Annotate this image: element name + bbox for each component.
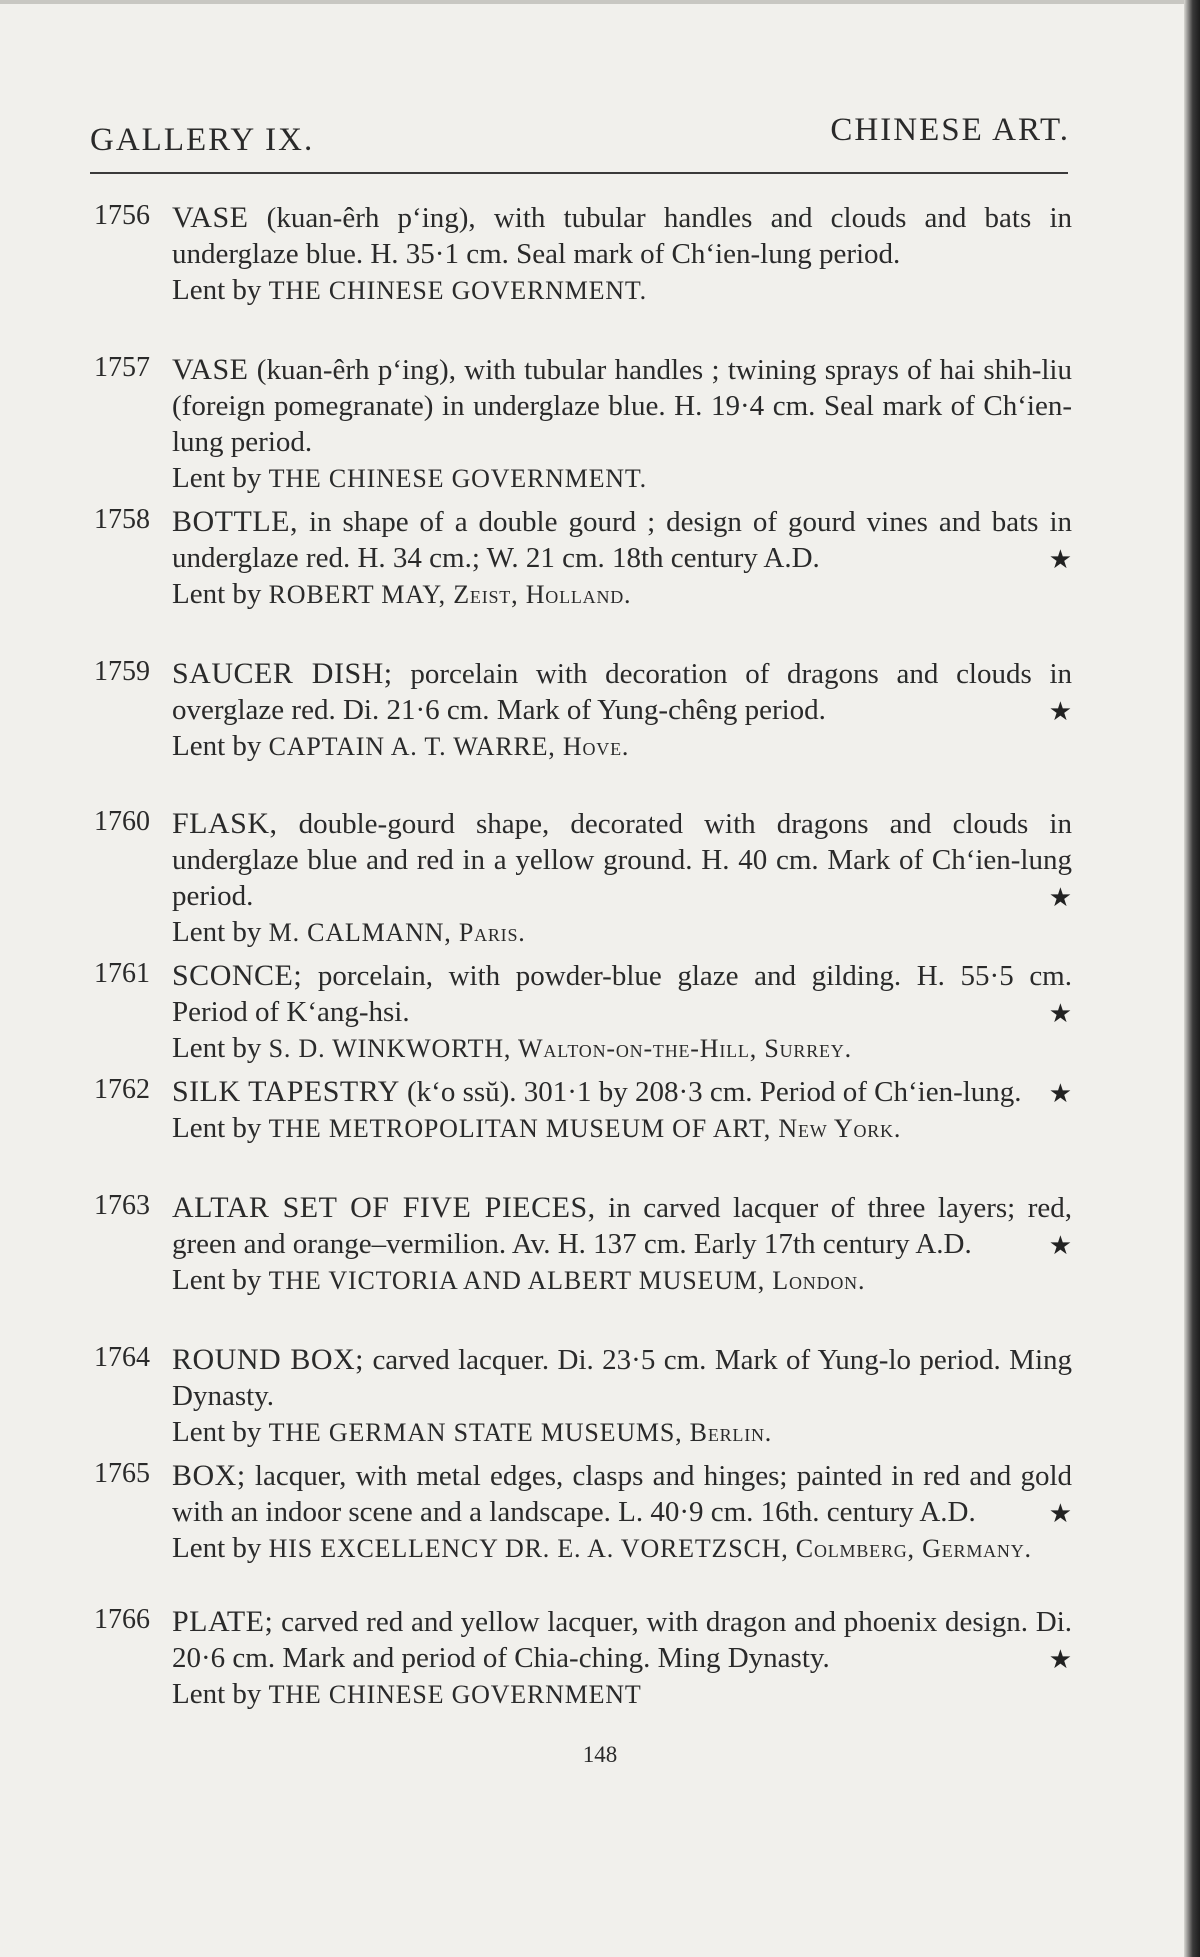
- entry-lender-line: [172, 1262, 1072, 1299]
- entry-lender-line: [172, 1030, 1072, 1067]
- lent-by-label: Lent by: [172, 578, 262, 610]
- star-icon: ★: [1048, 697, 1072, 726]
- entry-lender-line: [172, 576, 1072, 613]
- catalogue-entry-1759: [94, 656, 1072, 765]
- page-top-edge: [0, 0, 1184, 4]
- catalogue-entry-1756: [94, 200, 1072, 309]
- entry-title: ROUND BOX;: [172, 1343, 365, 1376]
- entry-lender-line: [172, 272, 1072, 309]
- lent-by-label: Lent by: [172, 1532, 262, 1564]
- catalogue-entry-1766: [94, 1604, 1072, 1713]
- entry-description: double-gourd shape, decorated with dragons and clouds in underglaze blue and red in a yellow ground. H. 40 cm. Mark of Ch‘ien-lung period.: [172, 808, 1072, 912]
- lent-by-label: Lent by: [172, 916, 262, 948]
- entry-lender-line: [172, 1110, 1072, 1147]
- entry-lender-line: [172, 1676, 1072, 1713]
- entry-title: BOX;: [172, 1459, 246, 1492]
- entry-number: 1763: [94, 1190, 150, 1221]
- page-number: 148: [582, 1742, 618, 1767]
- entry-description: (kuan-êrh p‘ing), with tubular handles and clouds and bats in underglaze blue. H. 35·1 cm. Seal mark of Ch‘ien-lung period.: [172, 202, 1072, 270]
- entry-lender-line: [172, 460, 1072, 497]
- entry-lender-line: [172, 728, 1072, 765]
- catalogue-entry-1758: [94, 504, 1072, 613]
- lent-by-label: Lent by: [172, 1678, 262, 1710]
- entry-title: VASE: [172, 353, 249, 386]
- entry-lender: M. CALMANN, Paris.: [268, 918, 526, 947]
- entry-title: SAUCER DISH;: [172, 657, 393, 690]
- entry-number: 1757: [94, 352, 150, 383]
- entry-description: in shape of a double gourd ; design of gourd vines and bats in underglaze red. H. 34 cm.; W. 21 cm. 18th century A.D.: [172, 506, 1072, 574]
- entry-lender: THE GERMAN STATE MUSEUMS, Berlin.: [268, 1418, 773, 1447]
- star-icon: ★: [1048, 545, 1072, 574]
- entry-description: porcelain, with powder-blue glaze and gilding. H. 55·5 cm. Period of K‘ang-hsi.: [172, 960, 1072, 1028]
- entry-number: 1759: [94, 656, 150, 687]
- star-icon: ★: [1048, 1645, 1072, 1674]
- entry-lender: THE CHINESE GOVERNMENT.: [268, 276, 647, 305]
- lent-by-label: Lent by: [172, 274, 262, 306]
- star-icon: ★: [1048, 1231, 1072, 1260]
- gallery-title: GALLERY IX.: [90, 122, 315, 158]
- entry-title: VASE: [172, 201, 249, 234]
- entry-number: 1756: [94, 200, 150, 231]
- star-icon: ★: [1048, 883, 1072, 912]
- entry-lender: CAPTAIN A. T. WARRE, Hove.: [268, 732, 630, 761]
- entry-number: 1764: [94, 1342, 150, 1373]
- lent-by-label: Lent by: [172, 1264, 262, 1296]
- star-icon: ★: [1048, 1079, 1072, 1108]
- entry-lender: S. D. WINKWORTH, Walton-on-the-Hill, Surrey.: [268, 1034, 852, 1063]
- entry-title: SCONCE;: [172, 959, 303, 992]
- entry-description: (kuan-êrh p‘ing), with tubular handles ; twining sprays of hai shih-liu (foreign pomegranate) in underglaze blue. H. 19·4 cm. Seal mark of Ch‘ien-lung period.: [172, 354, 1072, 458]
- entry-number: 1761: [94, 958, 150, 989]
- catalogue-entry-1760: [94, 806, 1072, 951]
- entry-title: BOTTLE,: [172, 505, 298, 538]
- catalogue-entry-1763: [94, 1190, 1072, 1299]
- lent-by-label: Lent by: [172, 462, 262, 494]
- entry-number: 1765: [94, 1458, 150, 1489]
- entry-description: carved lacquer. Di. 23·5 cm. Mark of Yung-lo period. Ming Dynasty.: [172, 1344, 1072, 1412]
- entry-number: 1758: [94, 504, 150, 535]
- catalogue-entry-1765: [94, 1458, 1072, 1567]
- catalogue-entry-1761: [94, 958, 1072, 1067]
- entry-lender: THE VICTORIA AND ALBERT MUSEUM, London.: [268, 1266, 866, 1295]
- lent-by-label: Lent by: [172, 1032, 262, 1064]
- entry-title: PLATE;: [172, 1605, 274, 1638]
- entry-number: 1760: [94, 806, 150, 837]
- entry-description: lacquer, with metal edges, clasps and hinges; painted in red and gold with an indoor scene and a landscape. L. 40·9 cm. 16th. century A.D.: [172, 1460, 1072, 1528]
- entry-lender: HIS EXCELLENCY DR. E. A. VORETZSCH, Colmberg, Germany.: [268, 1534, 1032, 1563]
- entry-title: FLASK,: [172, 807, 278, 840]
- page-binding-edge: [1184, 0, 1200, 1957]
- star-icon: ★: [1048, 999, 1072, 1028]
- catalogue-entry-1762: [94, 1074, 1072, 1147]
- star-icon: ★: [1048, 1499, 1072, 1528]
- entry-lender-line: [172, 914, 1072, 951]
- entry-lender: THE METROPOLITAN MUSEUM OF ART, New York.: [268, 1114, 902, 1143]
- entry-number: 1762: [94, 1074, 150, 1105]
- entry-lender-line: [172, 1414, 1072, 1451]
- entry-lender: THE CHINESE GOVERNMENT: [268, 1680, 642, 1709]
- entry-description: in carved lacquer of three layers; red, green and orange–vermilion. Av. H. 137 cm. Early 17th century A.D.: [172, 1192, 1072, 1260]
- entry-description: porcelain with decoration of dragons and clouds in overglaze red. Di. 21·6 cm. Mark of Yung-chêng period.: [172, 658, 1073, 726]
- entry-title: ALTAR SET OF FIVE PIECES,: [172, 1191, 596, 1224]
- entry-title: SILK TAPESTRY: [172, 1075, 400, 1108]
- entry-description: (k‘o ssŭ). 301·1 by 208·3 cm. Period of Ch‘ien-lung.: [407, 1076, 1022, 1108]
- catalogue-entry-1764: [94, 1342, 1072, 1451]
- entry-lender: ROBERT MAY, Zeist, Holland.: [268, 580, 632, 609]
- lent-by-label: Lent by: [172, 730, 262, 762]
- entry-lender-line: [172, 1530, 1072, 1567]
- section-title: CHINESE ART.: [830, 112, 1070, 148]
- entry-number: 1766: [94, 1604, 150, 1635]
- entry-description: carved red and yellow lacquer, with dragon and phoenix design. Di. 20·6 cm. Mark and period of Chia-ching. Ming Dynasty.: [172, 1606, 1073, 1674]
- lent-by-label: Lent by: [172, 1112, 262, 1144]
- catalogue-entry-1757: [94, 352, 1072, 497]
- lent-by-label: Lent by: [172, 1416, 262, 1448]
- header-rule: [90, 172, 1068, 174]
- entry-lender: THE CHINESE GOVERNMENT.: [268, 464, 647, 493]
